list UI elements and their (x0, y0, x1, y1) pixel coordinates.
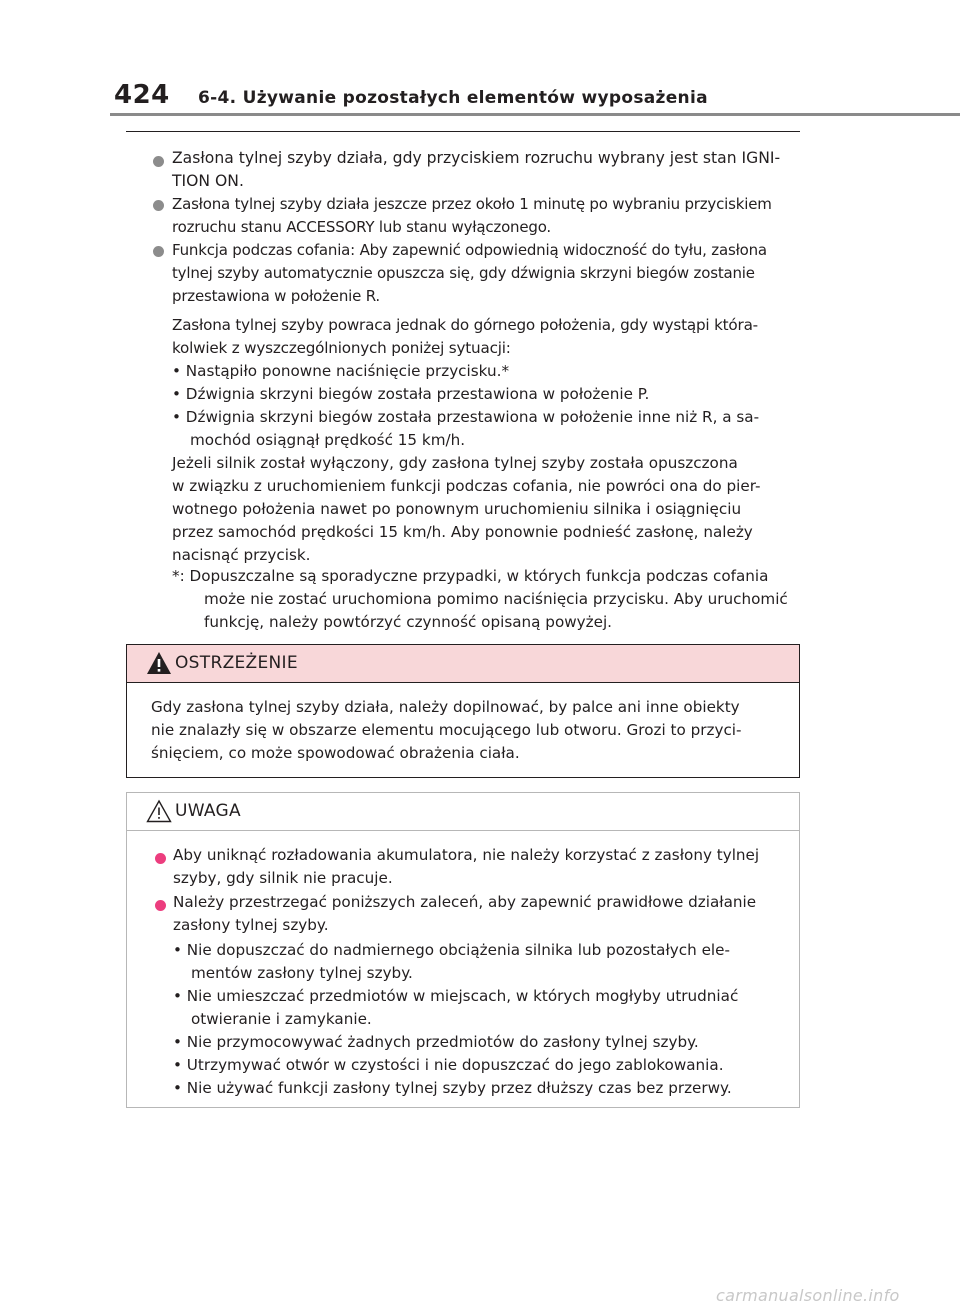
section-title: 6-4. Używanie pozostałych elementów wyposażenia (198, 88, 708, 108)
list-item-continued: mochód osiągnął prędkość 15 km/h. (190, 431, 466, 449)
caution-triangle-outline-icon (146, 799, 172, 823)
footnote (172, 565, 800, 634)
text-line: Zasłona tylnej szyby powraca jednak do górnego położenia, gdy wystąpi która- (172, 316, 758, 334)
text-line: przez samochód prędkości 15 km/h. Aby ponownie podnieść zasłonę, należy (172, 523, 753, 541)
bullet-dot (153, 200, 164, 211)
situation-list (172, 360, 800, 452)
text-line: funkcję, należy powtórzyć czynność opisaną powyżej. (204, 613, 613, 631)
text-line: TION ON. (172, 172, 244, 190)
text-line: Gdy zasłona tylnej szyby działa, należy dopilnować, by palce ani inne obiekty (151, 698, 740, 716)
list-item: • Nie umieszczać przedmiotów w miejscach, w których mogłyby utrudniać (173, 987, 739, 1005)
list-item: • Dźwignia skrzyni biegów została przestawiona w położenie P. (172, 385, 650, 403)
page-header (0, 0, 960, 115)
header-rule (110, 113, 960, 116)
bullet-dot (153, 246, 164, 257)
list-item: • Nie przymocowywać żadnych przedmiotów do zasłony tylnej szyby. (173, 1033, 699, 1051)
intro-bullet-1 (172, 147, 800, 193)
text-line: śnięciem, co może spowodować obrażenia ciała. (151, 744, 520, 762)
text-line: może nie zostać uruchomiona pomimo naciśnięcia przycisku. Aby uruchomić (204, 590, 788, 608)
notice-box (126, 792, 800, 1108)
text-line: tylnej szyby automatycznie opuszcza się, gdy dźwignia skrzyni biegów zostanie (172, 264, 755, 282)
warning-title: OSTRZEŻENIE (175, 653, 298, 673)
text-line: nie znalazły się w obszarze elementu mocującego lub otworu. Grozi to przyci- (151, 721, 742, 739)
list-item-continued: mentów zasłony tylnej szyby. (191, 964, 413, 982)
text-line: *: Dopuszczalne są sporadyczne przypadki, w których funkcja podczas cofania (172, 567, 769, 585)
list-item: • Nie używać funkcji zasłony tylnej szyby przez dłuższy czas bez przerwy. (173, 1079, 732, 1097)
text-line: w związku z uruchomieniem funkcji podczas cofania, nie powróci ona do pier- (172, 477, 761, 495)
engine-paragraph (172, 452, 800, 567)
watermark: carmanualsonline.info (716, 1286, 900, 1305)
intro-bullet-2 (172, 193, 800, 239)
text-line: szyby, gdy silnik nie pracuje. (173, 869, 393, 887)
intro-bullet-3 (172, 239, 800, 308)
notice-sublist (173, 939, 785, 1100)
list-item: • Nie dopuszczać do nadmiernego obciążenia silnika lub pozostałych ele- (173, 941, 730, 959)
text-line: kolwiek z wyszczególnionych poniżej sytuacji: (172, 339, 511, 357)
page-number: 424 (114, 80, 170, 110)
notice-bullet-2 (173, 891, 785, 937)
notice-title: UWAGA (175, 801, 241, 821)
text-line: przestawiona w położenie R. (172, 287, 380, 305)
text-line: Jeżeli silnik został wyłączony, gdy zasłona tylnej szyby została opuszczona (172, 454, 738, 472)
return-paragraph (172, 314, 800, 360)
bullet-dot (153, 156, 164, 167)
list-item-continued: otwieranie i zamykanie. (191, 1010, 372, 1028)
warning-header (127, 645, 799, 683)
notice-header (127, 793, 799, 831)
warning-text (151, 696, 777, 765)
text-line: Należy przestrzegać poniższych zaleceń, aby zapewnić prawidłowe działanie (173, 893, 757, 911)
bullet-dot (155, 900, 166, 911)
text-line: nacisnąć przycisk. (172, 546, 311, 564)
warning-box (126, 644, 800, 778)
warning-triangle-filled-icon (146, 651, 172, 675)
text-line: zasłony tylnej szyby. (173, 916, 329, 934)
text-line: Funkcja podczas cofania: Aby zapewnić odpowiednią widoczność do tyłu, zasłona (172, 241, 767, 259)
content-top-rule (126, 131, 800, 132)
text-line: Aby uniknąć rozładowania akumulatora, nie należy korzystać z zasłony tylnej (173, 846, 760, 864)
list-item: • Utrzymywać otwór w czystości i nie dopuszczać do jego zablokowania. (173, 1056, 724, 1074)
text-line: Zasłona tylnej szyby działa jeszcze przez około 1 minutę po wybraniu przyciskiem (172, 195, 772, 213)
list-item: • Dźwignia skrzyni biegów została przestawiona w położenie inne niż R, a sa- (172, 408, 760, 426)
text-line: Zasłona tylnej szyby działa, gdy przyciskiem rozruchu wybrany jest stan IGNI- (172, 149, 781, 167)
list-item: • Nastąpiło ponowne naciśnięcie przycisku.* (172, 362, 510, 380)
notice-bullet-1 (173, 844, 785, 890)
text-line: rozruchu stanu ACCESSORY lub stanu wyłączonego. (172, 218, 551, 236)
bullet-dot (155, 853, 166, 864)
text-line: wotnego położenia nawet po ponownym uruchomieniu silnika i osiągnięciu (172, 500, 742, 518)
